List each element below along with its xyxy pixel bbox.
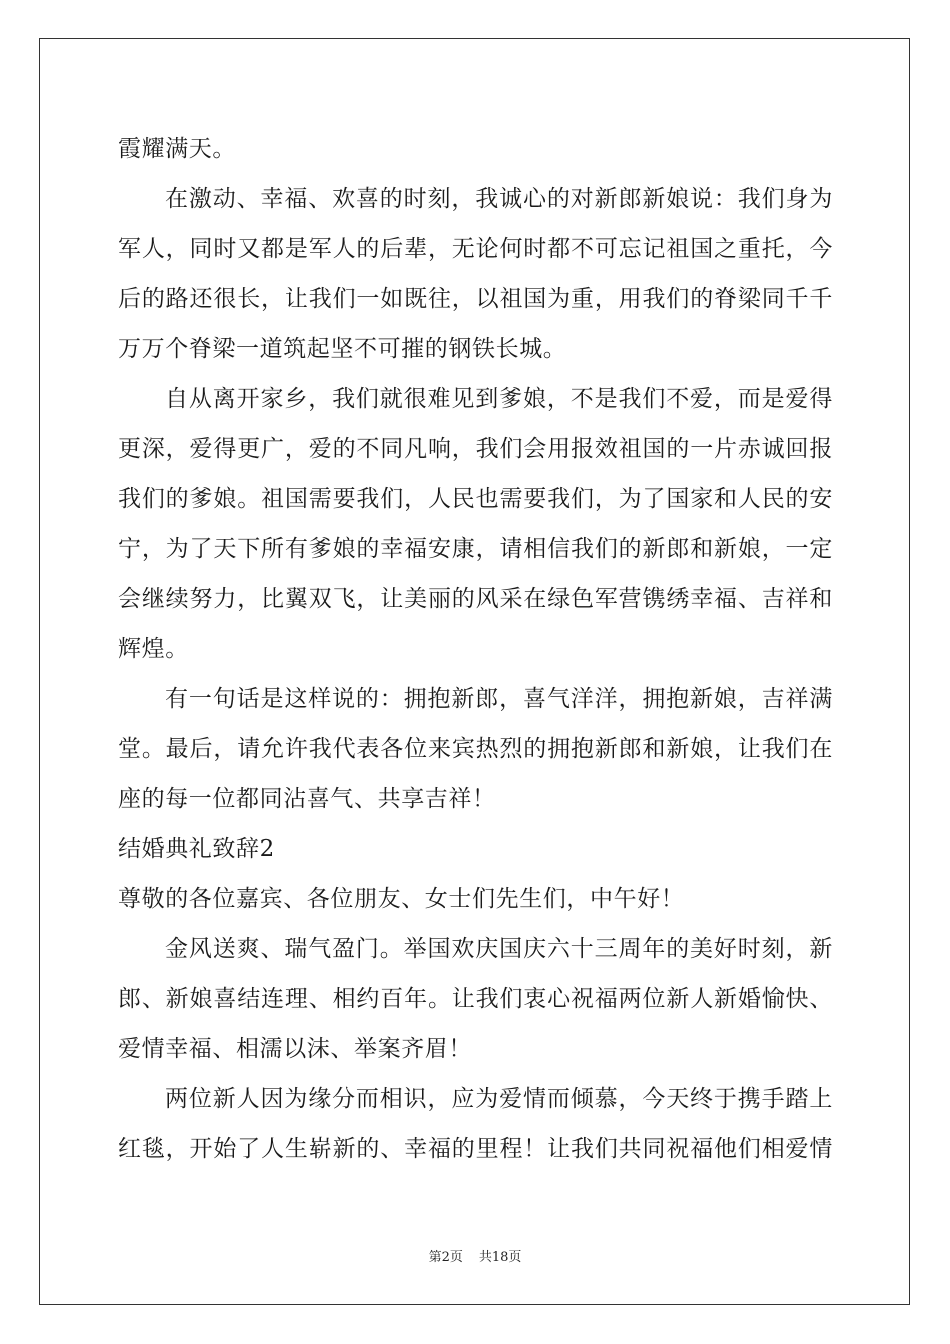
text-line: 我们的爹娘。祖国需要我们，人民也需要我们，为了国家和人民的安	[118, 486, 833, 512]
text-line: 自从离开家乡，我们就很难见到爹娘，不是我们不爱，而是爱得	[165, 386, 833, 412]
text-line: 霞耀满天。	[118, 136, 236, 162]
text-line: 会继续努力，比翼双飞，让美丽的风采在绿色军营镌绣幸福、吉祥和	[118, 586, 833, 612]
text-line: 金风送爽、瑞气盈门。举国欢庆国庆六十三周年的美好时刻，新	[165, 936, 833, 962]
text-line: 堂。最后，请允许我代表各位来宾热烈的拥抱新郎和新娘，让我们在	[118, 736, 833, 762]
text-line: 万万个脊梁一道筑起坚不可摧的钢铁长城。	[118, 336, 567, 362]
section-heading: 结婚典礼致辞2	[118, 836, 275, 862]
text-line: 军人，同时又都是军人的后辈，无论何时都不可忘记祖国之重托，今	[118, 236, 833, 262]
text-line: 后的路还很长，让我们一如既往，以祖国为重，用我们的脊梁同千千	[118, 286, 833, 312]
text-line: 在激动、幸福、欢喜的时刻，我诚心的对新郎新娘说：我们身为	[165, 186, 833, 212]
text-line: 宁，为了天下所有爹娘的幸福安康，请相信我们的新郎和新娘，一定	[118, 536, 833, 562]
text-line: 有一句话是这样说的：拥抱新郎，喜气洋洋，拥抱新娘，吉祥满	[165, 686, 833, 712]
page-footer	[0, 1246, 950, 1265]
text-line: 辉煌。	[118, 636, 189, 662]
document-body	[118, 124, 833, 1174]
text-line: 更深，爱得更广，爱的不同凡响，我们会用报效祖国的一片赤诚回报	[118, 436, 833, 462]
text-line: 座的每一位都同沾喜气、共享吉祥！	[118, 786, 496, 812]
salutation-line: 尊敬的各位嘉宾、各位朋友、女士们先生们，中午好！	[118, 886, 685, 912]
text-line: 红毯，开始了人生崭新的、幸福的里程！让我们共同祝福他们相爱情	[118, 1136, 833, 1162]
page-number: 第2页	[428, 1250, 463, 1265]
text-line: 两位新人因为缘分而相识，应为爱情而倾慕，今天终于携手踏上	[165, 1086, 833, 1112]
text-line: 爱情幸福、相濡以沫、举案齐眉！	[118, 1036, 472, 1062]
page-total: 共18页	[478, 1250, 522, 1265]
text-line: 郎、新娘喜结连理、相约百年。让我们衷心祝福两位新人新婚愉快、	[118, 986, 833, 1012]
